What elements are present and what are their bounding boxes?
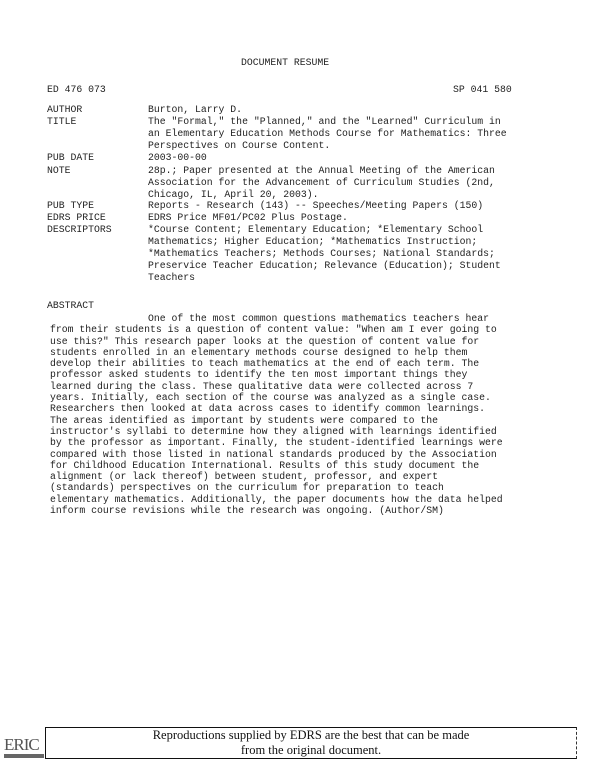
abstract-line: from their students is a question of content value: "When am I ever going to [50, 324, 497, 336]
field-value [148, 212, 348, 224]
reproduction-notice [45, 727, 577, 759]
field-value-line: Teachers [148, 272, 196, 283]
abstract-line: students enrolled in an elementary methods course designed to help them [50, 346, 468, 358]
field-value-line: *Mathematics Teachers; Methods Courses; National Standards; [148, 248, 495, 259]
abstract-line: compared with those listed in national standards produced by the Association [50, 448, 497, 460]
eric-logo-bar [4, 754, 44, 758]
abstract-line: Researchers then looked at data across cases to identify common learnings. [50, 403, 486, 415]
abstract-line: learned during the class. These qualitative data were collected across 7 [50, 380, 474, 392]
field-label: AUTHOR [47, 104, 83, 115]
ed-number: ED 476 073 [47, 84, 106, 95]
field-value-line: *Course Content; Elementary Education; *Elementary School [148, 224, 484, 235]
document-title: DOCUMENT RESUME [241, 57, 330, 68]
notice-line-1: Reproductions supplied by EDRS are the best that can be made [152, 728, 470, 742]
abstract-label: ABSTRACT [47, 300, 95, 311]
abstract-line: instructor's syllabi to determine how they aligned with learnings identified [50, 425, 497, 437]
abstract-line: elementary mathematics. Additionally, the paper documents how the data helped [50, 493, 503, 505]
abstract-line: for Childhood Education International. Results of this study document the [50, 459, 480, 471]
abstract-body [50, 313, 503, 516]
field-label: PUB TYPE [47, 200, 95, 211]
abstract-line: The areas identified as important by students were compared to the [50, 414, 439, 426]
field-value-line: Burton, Larry D. [148, 104, 243, 115]
abstract-line: alignment (or lack thereof) between student, professor, and expert [50, 471, 439, 483]
abstract-line: professor asked students to identify the ten most important things they [50, 369, 468, 381]
abstract-line: years. Initially, each section of the course was analyzed as a single case. [50, 392, 491, 404]
eric-logo: ERIC [4, 735, 39, 754]
field-value [148, 224, 501, 284]
field-label: EDRS PRICE [47, 212, 106, 223]
abstract-line: develop their abilities to teach mathematics at the end of each term. The [50, 358, 480, 370]
field-value [148, 152, 207, 164]
field-value-line: EDRS Price MF01/PC02 Plus Postage. [148, 212, 348, 223]
abstract-line: use this?" This research paper looks at the question of content value for [50, 335, 480, 347]
field-value-line: Preservice Teacher Education; Relevance (Education); Student [148, 260, 501, 271]
field-value-line: Mathematics; Higher Education; *Mathematics Instruction; [148, 236, 478, 247]
sp-number: SP 041 580 [453, 84, 512, 95]
field-value-line: Chicago, IL, April 20, 2003). [148, 189, 319, 200]
field-label: DESCRIPTORS [47, 224, 112, 235]
field-value-line: 2003-00-00 [148, 152, 207, 163]
field-label: TITLE [47, 116, 77, 127]
field-value [148, 116, 507, 152]
abstract-line: One of the most common questions mathematics teachers hear [148, 313, 489, 324]
field-value-line: an Elementary Education Methods Course for Mathematics: Three [148, 128, 507, 139]
abstract-line: by the professor as important. Finally, the student-identified learnings were [50, 437, 503, 449]
field-value-line: The "Formal," the "Planned," and the "Learned" Curriculum in [148, 116, 501, 127]
field-value-line: 28p.; Paper presented at the Annual Meeting of the American [148, 165, 495, 176]
field-label: NOTE [47, 165, 71, 176]
field-value-line: Perspectives on Course Content. [148, 140, 331, 151]
field-label: PUB DATE [47, 152, 95, 163]
field-value [148, 200, 483, 212]
field-value [148, 104, 242, 116]
field-value-line: Reports - Research (143) -- Speeches/Meeting Papers (150) [148, 200, 484, 211]
abstract-line: (standards) perspectives on the curriculum for preparation to teach [50, 482, 444, 494]
field-value-line: Association for the Advancement of Curriculum Studies (2nd, [148, 177, 495, 188]
notice-line-2: from the original document. [240, 743, 382, 757]
abstract-line: inform course revisions while the research was ongoing. (Author/SM) [50, 505, 444, 517]
field-value [148, 165, 495, 201]
